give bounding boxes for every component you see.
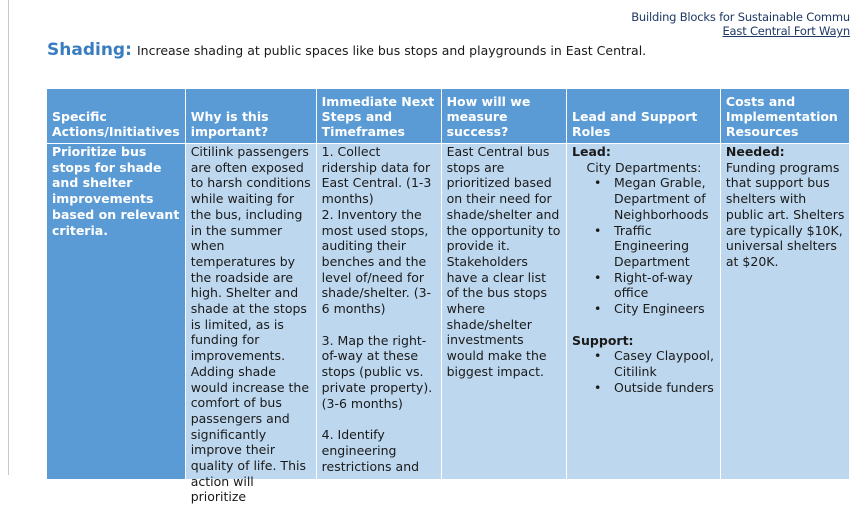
page-left-rule (8, 0, 9, 475)
list-item: • Outside funders (614, 380, 716, 396)
lead-label: Lead: (572, 144, 611, 159)
column-header-actions: Specific Actions/Initiatives (47, 89, 185, 144)
cell-action (47, 144, 185, 480)
support-label: Support: (572, 332, 634, 348)
step-item: 3. Map the right-of-way at these stops (public vs. private property). (3-6 months) (321, 332, 433, 411)
list-item: • Traffic Engineering Department (614, 223, 716, 270)
lead-intro: City Departments: (586, 159, 702, 175)
cell-why (185, 144, 316, 505)
step-item: 1. Collect ridership data for East Central. (1-3 months) (321, 144, 432, 207)
column-header-costs: Costs and Implementation Resources (720, 89, 849, 144)
costs-text: Funding programs that support bus shelters with public art. Shelters are typically $10K, universal shelters at $20K. (725, 159, 845, 269)
column-header-success: How will we measure success? (441, 89, 566, 144)
column-header-next-steps: Immediate Next Steps and Timeframes (316, 89, 441, 144)
table-header-row (47, 89, 850, 144)
section-title: Shading: (47, 40, 132, 60)
costs-label: Needed: (725, 144, 785, 159)
lead-list (572, 175, 716, 316)
document-header-subtitle: East Central Fort Wayn (722, 24, 850, 38)
list-item: • Right-of-way office (614, 270, 716, 301)
step-item: 2. Inventory the most used stops, auditing their benches and the level of/need for shade/shelter. (3-6 months) (321, 206, 432, 317)
document-header-title: Building Blocks for Sustainable Commu (631, 10, 850, 24)
section-heading (47, 40, 646, 60)
column-header-why: Why is this important? (185, 89, 316, 144)
list-item: • Casey Claypool, Citilink (614, 348, 716, 379)
why-text: Citilink passengers are often exposed to harsh conditions while waiting for the bus, including in the summer when temperatures by the roadside are high. Shelter and shade at the stops is limited, as is funding for improvements. Adding shade would increase the comfort of bus passengers and significantly improve their quality of life. This action will prioritize (190, 144, 311, 505)
action-text: Prioritize bus stops for shade and shelter improvements based on relevant criteria. (52, 144, 180, 238)
list-item: • Megan Grable, Department of Neighborhoods (614, 175, 716, 222)
step-item: 4. Identify engineering restrictions and (321, 427, 420, 474)
column-header-roles: Lead and Support Roles (567, 89, 721, 144)
success-text: East Central bus stops are prioritized based on their need for shade/shelter and the opportunity to provide it. Stakeholders have a clear list of the bus stops where shade/shelter investments would make the biggest impact. (446, 144, 561, 379)
list-item: • City Engineers (614, 301, 716, 317)
support-list (572, 348, 716, 395)
cell-costs (720, 144, 849, 480)
action-plan-table (47, 89, 850, 505)
cell-roles (567, 144, 721, 480)
section-description: Increase shading at public spaces like bus stops and playgrounds in East Central. (136, 43, 647, 58)
cell-next-steps (316, 144, 441, 480)
table-row (47, 144, 850, 480)
cell-success (441, 144, 566, 480)
